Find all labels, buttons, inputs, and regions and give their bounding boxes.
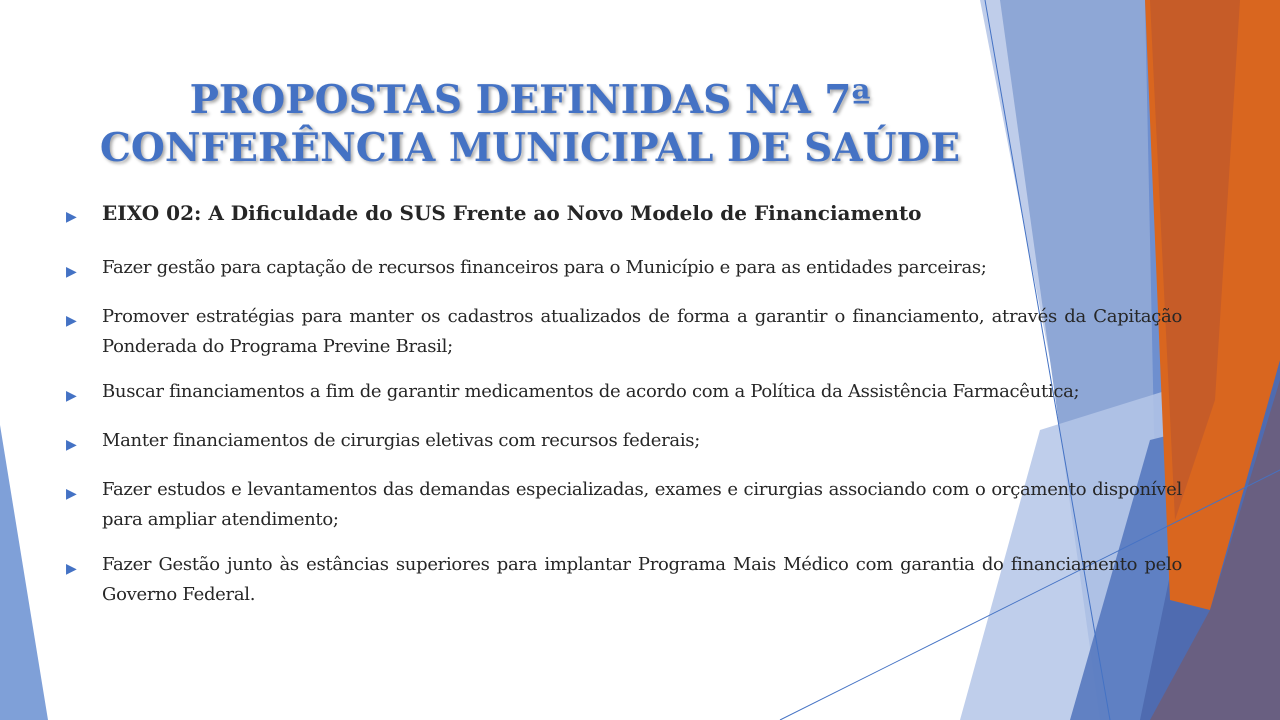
triangle-right-icon: ▶ bbox=[66, 313, 77, 329]
list-item-text: Manter financiamentos de cirurgias eletivas com recursos federais; bbox=[102, 430, 700, 451]
axis-heading-text: EIXO 02: A Dificuldade do SUS Frente ao Novo Modelo de Financiamento bbox=[102, 201, 922, 225]
axis-heading bbox=[66, 198, 1182, 232]
list-item bbox=[66, 426, 1182, 460]
triangle-right-icon: ▶ bbox=[66, 561, 77, 577]
triangle-right-icon: ▶ bbox=[66, 486, 77, 502]
list-item-text: Promover estratégias para manter os cadastros atualizados de forma a garantir o financiamento, através da Capitação Ponderada do Programa Previne Brasil; bbox=[102, 306, 1182, 357]
list-item bbox=[66, 302, 1182, 362]
list-item bbox=[66, 475, 1182, 535]
list-item bbox=[66, 253, 1182, 287]
title-line-2: CONFERÊNCIA MUNICIPAL DE SAÚDE bbox=[99, 125, 961, 171]
triangle-right-icon: ▶ bbox=[66, 437, 77, 453]
triangle-right-icon: ▶ bbox=[66, 388, 77, 404]
bullet-list bbox=[66, 198, 1182, 625]
left-blue-shape bbox=[0, 425, 48, 720]
title-line-1: PROPOSTAS DEFINIDAS NA 7ª bbox=[189, 77, 871, 123]
list-item-text: Fazer estudos e levantamentos das demandas especializadas, exames e cirurgias associando com o orçamento disponível para ampliar atendimento; bbox=[102, 479, 1182, 530]
triangle-right-icon: ▶ bbox=[66, 209, 77, 225]
list-item-text: Buscar financiamentos a fim de garantir medicamentos de acordo com a Política da Assistência Farmacêutica; bbox=[102, 381, 1080, 402]
list-item bbox=[66, 550, 1182, 610]
list-item bbox=[66, 377, 1182, 411]
triangle-right-icon: ▶ bbox=[66, 264, 77, 280]
list-item-text: Fazer Gestão junto às estâncias superiores para implantar Programa Mais Médico com garantia do financiamento pelo Governo Federal. bbox=[102, 554, 1182, 605]
list-item-text: Fazer gestão para captação de recursos financeiros para o Município e para as entidades parceiras; bbox=[102, 257, 987, 278]
slide-title bbox=[60, 76, 1000, 172]
